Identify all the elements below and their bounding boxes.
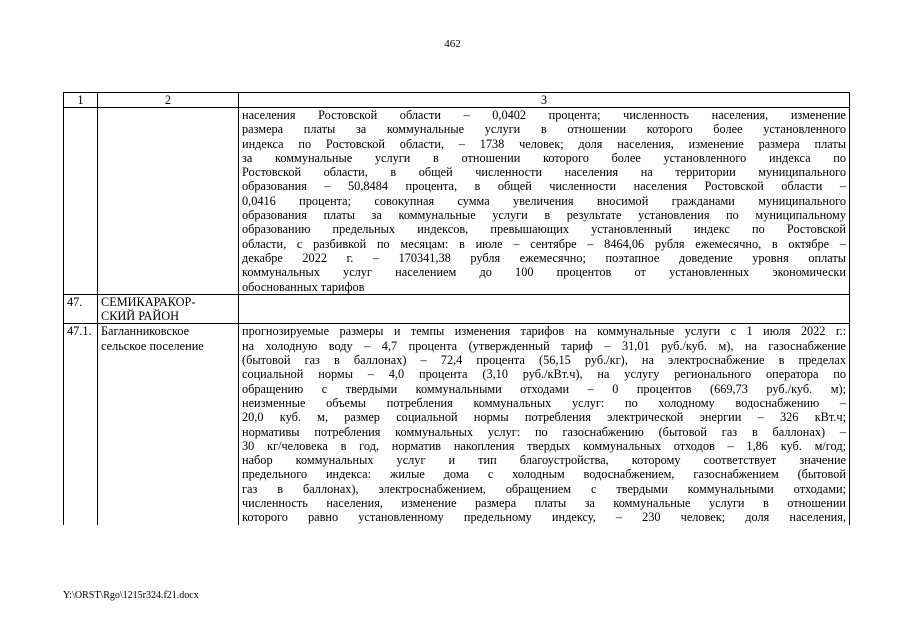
text-line: которого равно установленному предельному индексу, – 230 человек; доля населения,	[242, 510, 846, 525]
text-line: (бытовой газ в баллонах) – 72,4 процента (56,15 руб./кг), на электроснабжение в пределах	[242, 353, 846, 368]
text-line: численность населения, изменение размера платы за коммунальные услуги в отношении	[242, 496, 846, 511]
text-line: образованию предельных индексов, превышающих установленный индекс по Ростовской	[242, 222, 846, 237]
text-line: образования платы за коммунальные услуги в результате установления по муниципальному	[242, 208, 846, 223]
text-line: на холодную воду – 4,7 процента (утвержденный тариф – 31,01 руб./куб. м), на газоснабжение	[242, 338, 846, 353]
text-line: неизменные объемы потребления коммунальных услуг: по холодному водоснабжению –	[242, 395, 846, 410]
text-line: образования – 50,8484 процента, в общей численности населения Ростовской области –	[242, 179, 846, 194]
text-line: 20,0 куб. м, размер социальной нормы потребления электрической энергии – 326 кВт.ч;	[242, 410, 846, 425]
row-number	[64, 108, 98, 295]
text-line: 0,0416 процента; совокупная сумма увеличения вносимой гражданами муниципального	[242, 193, 846, 208]
row-name	[98, 324, 239, 525]
text-line: газ в баллонах), электроснабжением, обращением с твердыми коммунальными отходами;	[242, 481, 846, 496]
text-line: Ростовской области, в общей численности населения на территории муниципального	[242, 165, 846, 180]
text-line: области, с разбивкой по месяцам: в июле – сентябре – 8464,06 рубля ежемесячно, в октябре –	[242, 236, 846, 251]
column-header: 2	[98, 93, 239, 108]
text-line: нормативы потребления коммунальных услуг: по газоснабжению (бытовой газ в баллонах) –	[242, 424, 846, 439]
district-name-line: СЕМИКАРАКОР-	[101, 294, 196, 309]
text-line: предельного индекса: жилые дома с холодным водоснабжением, газоснабжением (бытовой	[242, 467, 846, 482]
document-table	[63, 92, 850, 525]
text-line: прогнозируемые размеры и темпы изменения тарифов на коммунальные услуги с 1 июля 2022 г.:	[242, 324, 846, 339]
settlement-name-line: Багланниковское	[101, 324, 190, 339]
row-number: 47.1.	[64, 324, 98, 525]
district-name-line: СКИЙ РАЙОН	[101, 309, 180, 324]
text-line: коммунальных услуг населением до 100 процентов от установленных экономически	[242, 265, 846, 280]
text-line: набор коммунальных услуг и тип благоустройства, которому соответствует значение	[242, 453, 846, 468]
text-line: за коммунальные услуги в отношении которого более установленного индекса по	[242, 150, 846, 165]
column-header: 3	[239, 93, 850, 108]
row-description	[239, 108, 850, 295]
column-header: 1	[64, 93, 98, 108]
text-line: социальной нормы – 4,0 процента (3,10 руб./кВт.ч), на услугу регионального оператора по	[242, 367, 846, 382]
text-line: 30 кг/человека в год, норматив накопления твердых коммунальных отходов – 1,86 куб. м/год;	[242, 438, 846, 453]
settlement-name-line: сельское поселение	[101, 338, 204, 353]
row-name	[98, 294, 239, 324]
text-line: декабре 2022 г. – 170341,38 рубля ежемесячно; поэтапное доведение уровня оплаты	[242, 250, 846, 265]
text-line: обоснованных тарифов	[242, 279, 365, 294]
text-line: размера платы за коммунальные услуги в отношении которого более установленного	[242, 122, 846, 137]
text-line: индекса по Ростовской области, – 1738 человек; доля населения, изменение размера платы	[242, 136, 846, 151]
row-name	[98, 108, 239, 295]
text-line: населения Ростовской области – 0,0402 процента; численность населения, изменение	[242, 108, 846, 122]
table-row	[64, 108, 850, 295]
row-description	[239, 324, 850, 525]
table-row	[64, 294, 850, 324]
table-row	[64, 324, 850, 525]
text-line: обращению с твердыми коммунальными отходами – 0 процентов (669,73 руб./куб. м);	[242, 381, 846, 396]
page-number: 462	[444, 38, 461, 50]
row-number: 47.	[64, 294, 98, 324]
row-description	[239, 294, 850, 324]
footer-file-path: Y:\ORST\Rgo\1215r324.f21.docx	[63, 590, 199, 601]
table-header-row	[64, 93, 850, 108]
